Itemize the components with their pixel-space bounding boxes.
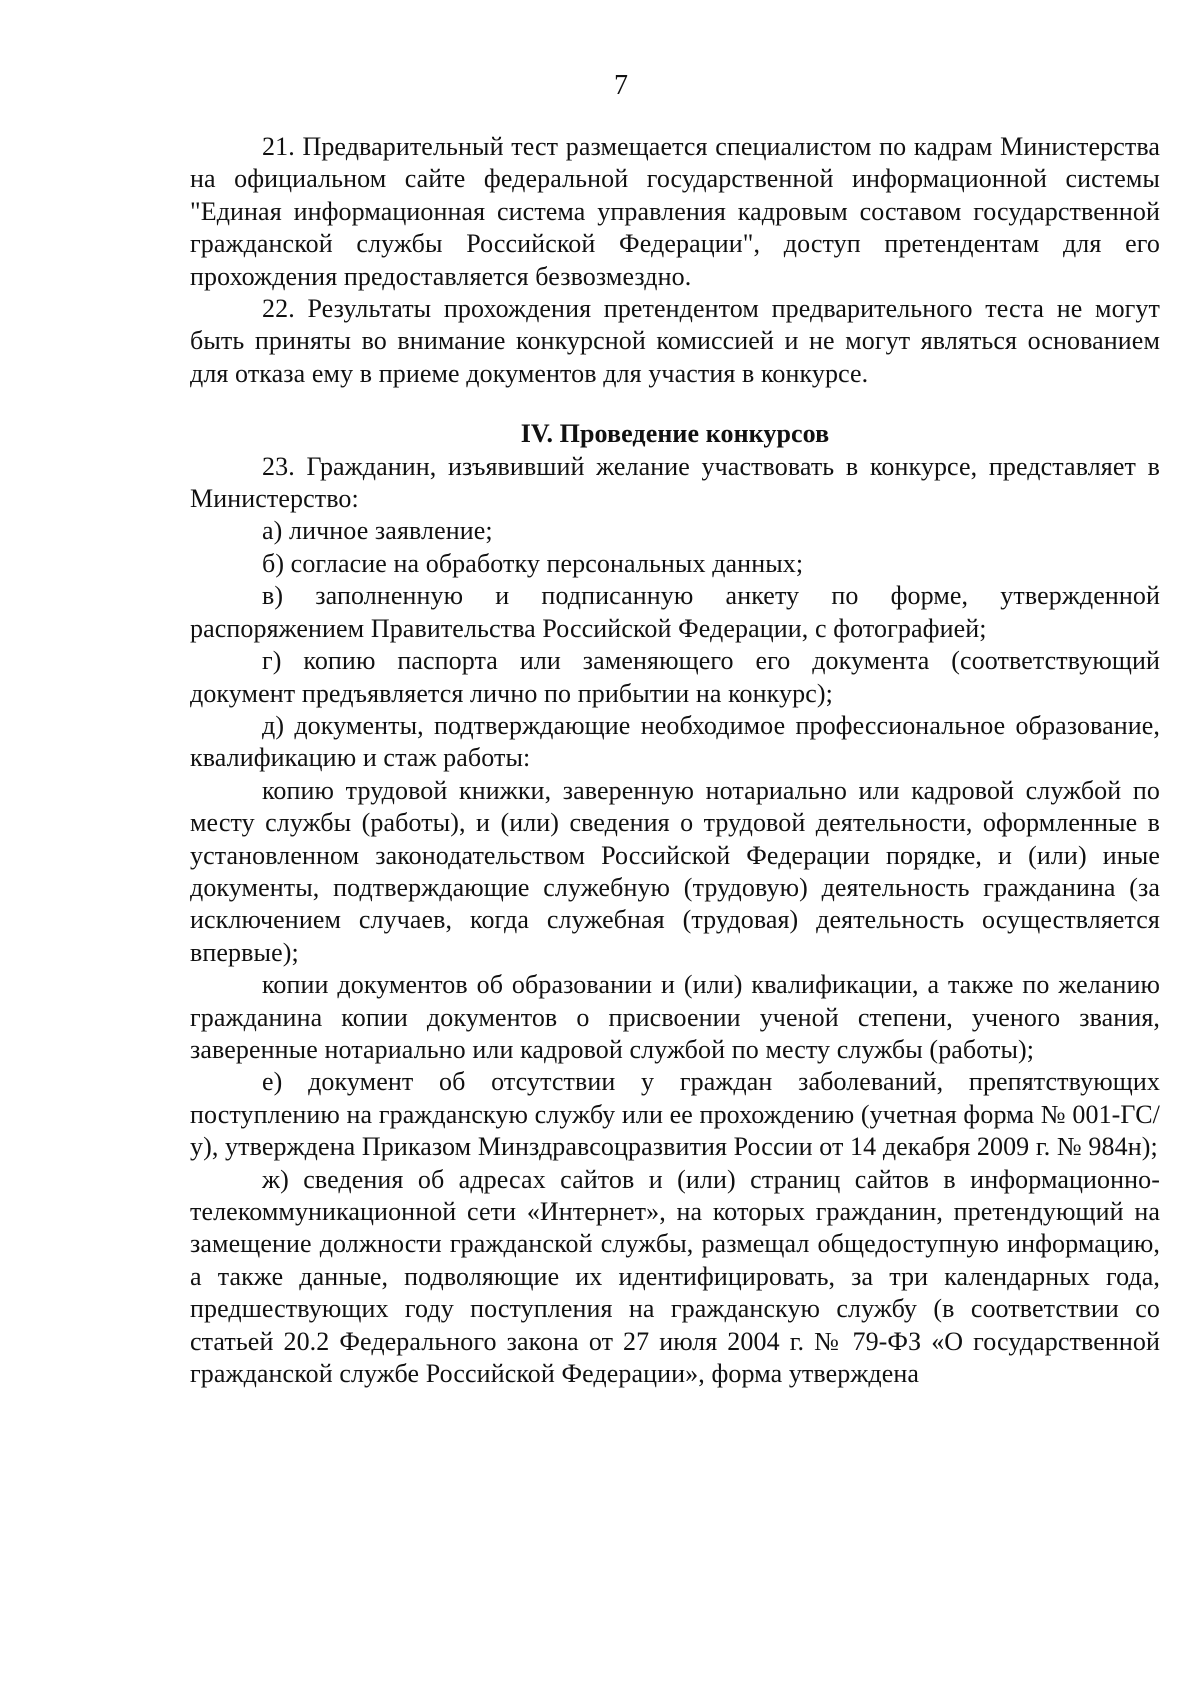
list-item-g: г) копию паспорта или заменяющего его документа (соответствующий документ предъявляется лично по прибытии на конкурс); [190,646,1160,708]
page-number: 7 [614,70,628,101]
list-item-zh: ж) сведения об адресах сайтов и (или) страниц сайтов в информационно-телекоммуникационной сети «Интернет», на которых гражданин, претендующий на замещение должности гражданской службы, размещал общедоступную информацию, а также данные, подволяющие их идентифицировать, за три календарных года, предшествующих году поступления на гражданскую службу (в соответствии со статьей 20.2 Федерального закона от 27 июля 2004 г. № 79-ФЗ «О государственной гражданской службе Российской Федерации», форма утверждена [190,1164,1160,1389]
list-item-e: е) документ об отсутствии у граждан заболеваний, препятствующих поступлению на гражданскую службу или ее прохождению (учетная форма № 001-ГС/у), утверждена Приказом Минздравсоцразвития России от 14 декабря 2009 г. № 984н); [190,1067,1160,1162]
paragraph-23: 23. Гражданин, изъявивший желание участвовать в конкурсе, представляет в Министерство: [190,451,1160,514]
list-item-a: а) личное заявление; [262,516,493,546]
section-heading: IV. Проведение конкурсов [520,419,830,449]
list-item-v: в) заполненную и подписанную анкету по форме, утвержденной распоряжением Правительства Российской Федерации, с фотографией; [190,581,1160,643]
document-body [190,131,1160,1390]
paragraph-22: 22. Результаты прохождения претендентом предварительного теста не могут быть приняты во внимание конкурсной комиссией и не могут являться основанием для отказа ему в приеме документов для участия в конкурсе. [190,294,1160,388]
list-item-b: б) согласие на обработку персональных данных; [262,548,804,578]
list-subitem-work-record: копию трудовой книжки, заверенную нотариально или кадровой службой по месту службы (работы), и (или) сведения о трудовой деятельности, оформленные в установленном законодательством Российской Федерации порядке, и (или) иные документы, подтверждающие служебную (трудовую) деятельность гражданина (за исключением случаев, когда служебная (трудовая) деятельность осуществляется впервые); [190,775,1160,967]
paragraph-21: 21. Предварительный тест размещается специалистом по кадрам Министерства на официальном сайте федеральной государственной информационной системы "Единая информационная система управления кадровым составом государственной гражданской службы Российской Федерации", доступ претендентам для его прохождения предоставляется безвозмездно. [190,132,1160,291]
list-subitem-education-docs: копии документов об образовании и (или) квалификации, а также по желанию гражданина копии документов о присвоении ученой степени, ученого звания, заверенные нотариально или кадровой службой по месту службы (работы); [190,970,1160,1064]
list-item-d: д) документы, подтверждающие необходимое профессиональное образование, квалификацию и стаж работы: [190,710,1160,773]
